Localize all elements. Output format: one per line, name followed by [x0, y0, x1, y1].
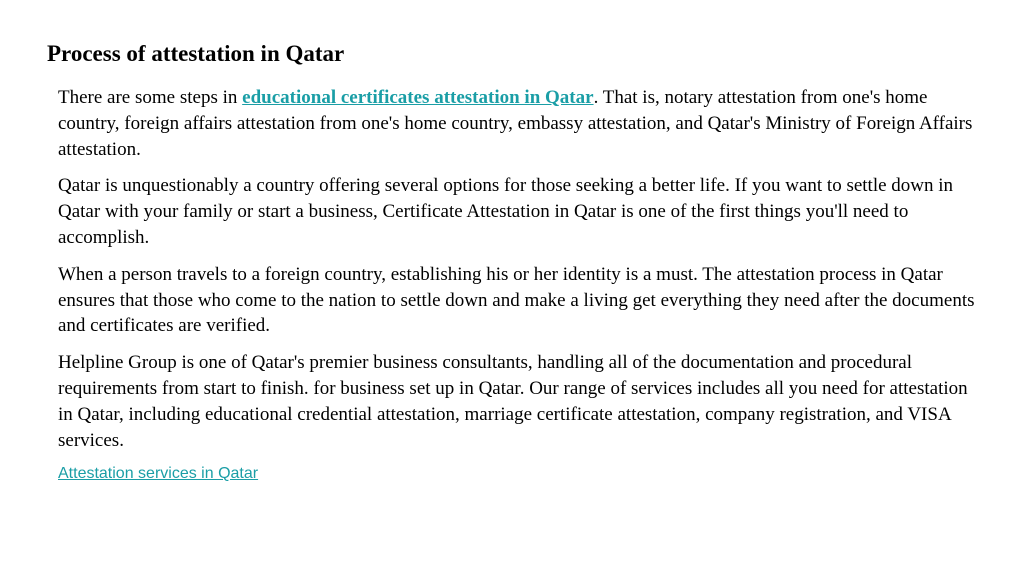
paragraph-qatar-options: Qatar is unquestionably a country offering several options for those seeking a better life. If you want to settle down in Qatar with your family or start a business, Certificate Attestation in Qatar is one of the first things you'll need to accomplish. [58, 175, 954, 248]
paragraph-identity: When a person travels to a foreign country, establishing his or her identity is a must. The attestation process in Qatar ensures that those who come to the nation to settle down and make a living get everything they need after the documents and certificates are verified. [58, 263, 975, 337]
paragraph-steps-rest: . That is, notary attestation from one's home country, foreign affairs attestation from one's home country, embassy attestation, and Qatar's Ministry of Foreign Affairs attestation. [58, 87, 973, 160]
paragraph-steps [58, 85, 978, 162]
paragraph-steps-intro: There are some steps in [58, 87, 243, 108]
document-body [58, 85, 978, 484]
educational-attestation-link[interactable]: educational certificates attestation in Qatar [242, 87, 594, 108]
paragraph-helpline-group: Helpline Group is one of Qatar's premier business consultants, handling all of the documentation and procedural requirements from start to finish. for business set up in Qatar. Our range of services includes all you need for attestation in Qatar, including educational credential attestation, marriage certificate attestation, company registration, and VISA services. [58, 352, 968, 451]
attestation-services-link[interactable]: Attestation services in Qatar [58, 465, 259, 483]
page-title: Process of attestation in Qatar [47, 41, 345, 66]
